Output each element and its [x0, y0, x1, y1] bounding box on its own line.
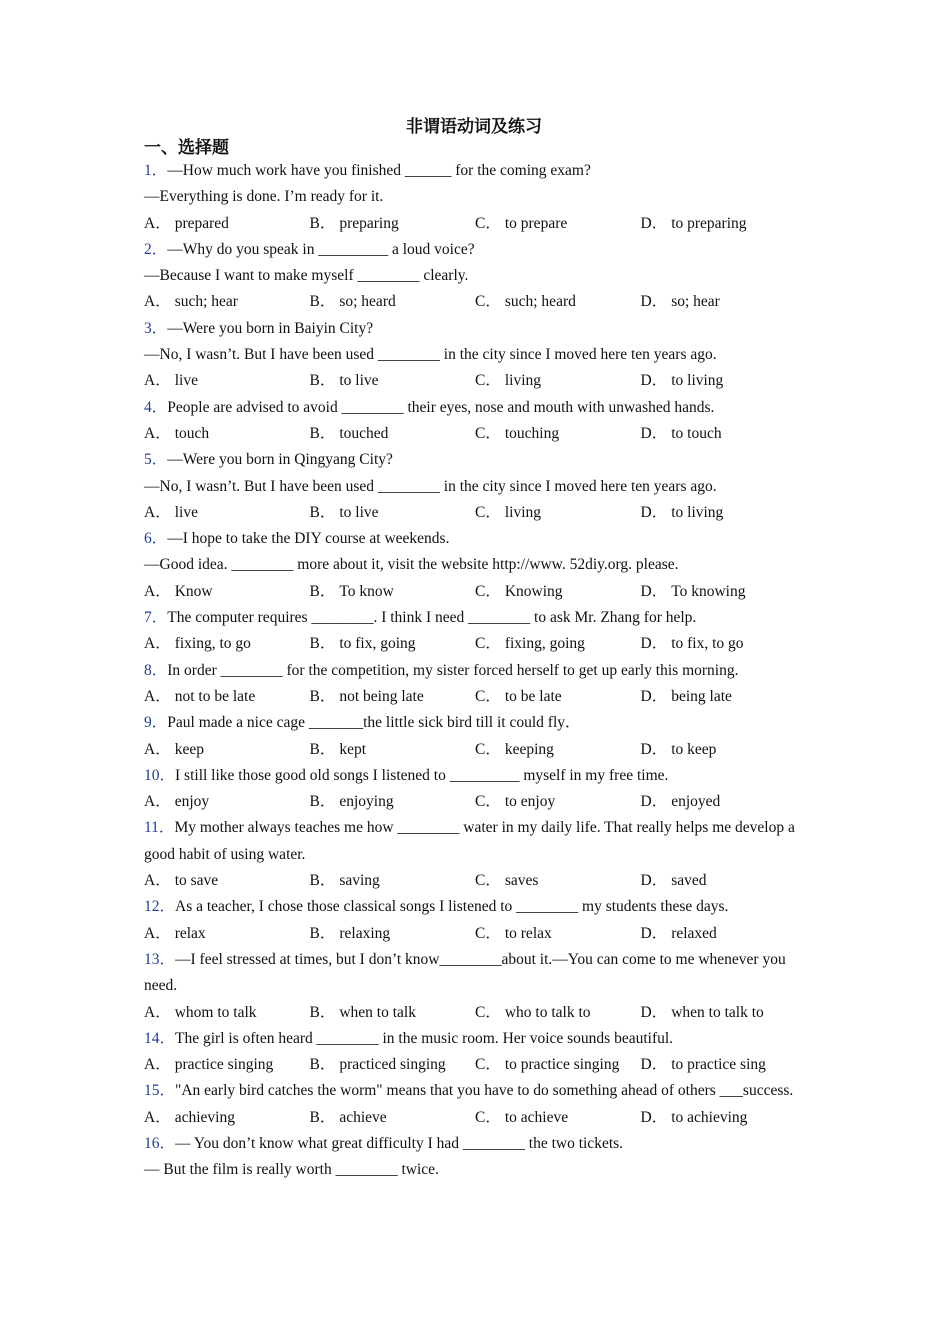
option-text: saves [504, 872, 539, 890]
answer-option[interactable] [144, 579, 310, 605]
option-letter: B． [309, 1003, 336, 1021]
question-text: —Because I want to make myself ________ clearly. [144, 267, 469, 285]
option-text: to touch [671, 424, 722, 442]
option-letter: A． [144, 1056, 171, 1074]
option-letter: C． [475, 1108, 501, 1126]
option-text: to enjoy [504, 793, 556, 811]
option-letter: B． [309, 1108, 336, 1126]
option-letter: B． [309, 924, 336, 942]
question-stem [144, 158, 804, 184]
option-text: Know [174, 582, 213, 600]
option-text: to living [671, 372, 724, 390]
option-letter: D． [640, 293, 668, 311]
answer-option[interactable] [144, 684, 310, 710]
answer-option[interactable] [475, 868, 641, 894]
option-letter: D． [640, 687, 668, 705]
answer-option[interactable] [475, 211, 641, 237]
document-title: 非谓语动词及练习 [406, 117, 542, 136]
option-letter: A． [144, 503, 171, 521]
option-letter: B． [309, 293, 336, 311]
answer-option[interactable] [144, 1000, 310, 1026]
option-letter: A． [144, 924, 171, 942]
option-letter: A． [144, 635, 171, 653]
question-stem [144, 1026, 804, 1052]
question-text: — You don’t know what great difficulty I had ________ the two tickets. [175, 1134, 624, 1152]
question-item [144, 658, 804, 711]
answer-option[interactable] [641, 1052, 807, 1078]
question-stem [144, 947, 804, 1000]
option-text: so; heard [339, 293, 396, 311]
question-number: 9． [144, 714, 168, 732]
option-text: not being late [339, 687, 424, 705]
answer-option[interactable] [310, 289, 476, 315]
answer-option[interactable] [144, 631, 310, 657]
answer-option[interactable] [641, 868, 807, 894]
question-item [144, 316, 804, 395]
question-stem [144, 763, 804, 789]
option-letter: B． [309, 740, 336, 758]
question-stem [144, 658, 804, 684]
option-letter: A． [144, 687, 171, 705]
answer-option[interactable] [144, 289, 310, 315]
answer-options [144, 921, 804, 947]
question-number: 2． [144, 240, 168, 258]
option-text: to be late [504, 687, 562, 705]
answer-option[interactable] [641, 631, 807, 657]
option-letter: B． [309, 503, 336, 521]
question-stem [144, 447, 804, 473]
question-line [144, 552, 804, 578]
option-letter: A． [144, 372, 171, 390]
option-text: to practice singing [504, 1056, 620, 1074]
answer-option[interactable] [475, 737, 641, 763]
question-text: —Good idea. ________ more about it, visit the website http://www. 52diy.org. please. [144, 556, 679, 574]
answer-option[interactable] [310, 684, 476, 710]
question-text: As a teacher, I chose those classical songs I listened to ________ my students these days. [175, 898, 729, 916]
answer-option[interactable] [641, 500, 807, 526]
option-text: to fix, going [339, 635, 416, 653]
option-text: whom to talk [174, 1003, 257, 1021]
option-text: to prepare [504, 214, 568, 232]
question-line [144, 263, 804, 289]
option-text: being late [671, 687, 732, 705]
option-text: keeping [504, 740, 554, 758]
option-text: relax [174, 924, 206, 942]
question-text: My mother always teaches me how ________ water in my daily life. That really helps me develop a good habit of using water. [144, 819, 795, 863]
question-number: 3． [144, 319, 168, 337]
answer-option[interactable] [475, 500, 641, 526]
option-text: enjoy [174, 793, 210, 811]
answer-option[interactable] [144, 868, 310, 894]
option-letter: D． [640, 503, 668, 521]
option-letter: D． [640, 793, 668, 811]
option-text: who to talk to [504, 1003, 591, 1021]
option-text: kept [339, 740, 367, 758]
answer-option[interactable] [310, 921, 476, 947]
option-letter: D． [640, 1003, 668, 1021]
question-item [144, 763, 804, 816]
option-text: to live [339, 503, 379, 521]
answer-option[interactable] [144, 1052, 310, 1078]
option-letter: C． [475, 214, 501, 232]
question-text: —No, I wasn’t. But I have been used ________ in the city since I moved here ten years ago. [144, 477, 717, 495]
question-stem [144, 1131, 804, 1157]
question-stem [144, 605, 804, 631]
question-number: 1． [144, 162, 168, 179]
question-item [144, 894, 804, 947]
option-text: To knowing [671, 582, 746, 600]
question-line [144, 1157, 804, 1183]
option-letter: C． [475, 793, 501, 811]
answer-options [144, 1105, 804, 1131]
answer-option[interactable] [144, 421, 310, 447]
answer-option[interactable] [310, 500, 476, 526]
answer-option[interactable] [475, 684, 641, 710]
option-text: practiced singing [339, 1056, 446, 1074]
option-text: to practice sing [671, 1056, 766, 1074]
question-text: The girl is often heard ________ in the music room. Her voice sounds beautiful. [175, 1029, 674, 1047]
answer-options [144, 1000, 804, 1026]
option-letter: C． [475, 372, 501, 390]
answer-option[interactable] [475, 1052, 641, 1078]
option-letter: C． [475, 582, 501, 600]
answer-option[interactable] [310, 1052, 476, 1078]
question-stem [144, 1078, 804, 1104]
question-item [144, 237, 804, 316]
answer-options [144, 684, 804, 710]
answer-option[interactable] [641, 789, 807, 815]
question-text: —No, I wasn’t. But I have been used ________ in the city since I moved here ten years ago. [144, 346, 717, 364]
option-letter: B． [309, 687, 336, 705]
option-letter: C． [475, 293, 501, 311]
option-letter: C． [475, 503, 501, 521]
option-text: to fix, to go [671, 635, 744, 653]
option-text: when to talk [339, 1003, 416, 1021]
option-letter: A． [144, 582, 171, 600]
option-letter: D． [640, 1108, 668, 1126]
option-letter: C． [475, 424, 501, 442]
answer-option[interactable] [475, 579, 641, 605]
answer-option[interactable] [475, 789, 641, 815]
question-text: The computer requires ________. I think I need ________ to ask Mr. Zhang for help. [167, 609, 697, 627]
option-text: touch [174, 424, 210, 442]
option-letter: D． [640, 924, 668, 942]
option-letter: B． [309, 635, 336, 653]
answer-option[interactable] [310, 631, 476, 657]
answer-options [144, 789, 804, 815]
option-text: not to be late [174, 687, 256, 705]
question-text: —I hope to take the DIY course at weekends. [167, 530, 450, 548]
question-line [144, 474, 804, 500]
question-text: —Everything is done. I’m ready for it. [144, 188, 384, 206]
question-text: —I feel stressed at times, but I don’t know________about it.—You can come to me whenever you need. [144, 950, 786, 995]
option-letter: D． [640, 214, 668, 232]
option-text: to preparing [671, 214, 747, 232]
question-number: 11． [144, 819, 175, 837]
option-text: to live [339, 372, 379, 390]
answer-options [144, 868, 804, 894]
answer-option[interactable] [641, 368, 807, 394]
question-line [144, 342, 804, 368]
question-line [144, 184, 804, 210]
answer-option[interactable] [310, 421, 476, 447]
question-text: —Were you born in Qingyang City? [167, 451, 393, 469]
answer-option[interactable] [641, 211, 807, 237]
question-item [144, 605, 804, 658]
answer-option[interactable] [641, 684, 807, 710]
answer-option[interactable] [310, 579, 476, 605]
option-letter: B． [309, 1056, 336, 1074]
option-letter: B． [309, 582, 336, 600]
option-letter: B． [309, 793, 336, 811]
answer-option[interactable] [144, 368, 310, 394]
answer-option[interactable] [641, 579, 807, 605]
answer-option[interactable] [310, 368, 476, 394]
option-text: keep [174, 740, 204, 758]
option-text: achieve [339, 1108, 387, 1126]
option-letter: D． [640, 582, 668, 600]
option-text: such; hear [174, 293, 238, 311]
question-number: 6． [144, 530, 168, 548]
question-item [144, 815, 804, 894]
question-text: People are advised to avoid ________ their eyes, nose and mouth with unwashed hands. [167, 398, 715, 416]
answer-option[interactable] [475, 1000, 641, 1026]
question-stem [144, 316, 804, 342]
question-item [144, 710, 804, 763]
answer-option[interactable] [144, 737, 310, 763]
option-text: fixing, going [504, 635, 585, 653]
option-letter: D． [640, 424, 668, 442]
answer-option[interactable] [144, 921, 310, 947]
option-text: touched [339, 424, 389, 442]
question-number: 7． [144, 609, 168, 627]
answer-option[interactable] [310, 1105, 476, 1131]
option-text: achieving [174, 1108, 235, 1126]
option-letter: A． [144, 293, 171, 311]
option-text: to living [671, 503, 724, 521]
option-letter: B． [309, 214, 336, 232]
option-text: to keep [671, 740, 717, 758]
question-number: 4． [144, 398, 168, 416]
question-text: —How much work have you finished ______ for the coming exam? [167, 162, 591, 179]
option-letter: C． [475, 687, 501, 705]
answer-option[interactable] [475, 368, 641, 394]
option-text: such; heard [504, 293, 576, 311]
question-text: —Were you born in Baiyin City? [167, 319, 374, 337]
question-stem [144, 710, 804, 736]
option-text: relaxed [671, 924, 717, 942]
answer-option[interactable] [310, 789, 476, 815]
question-number: 14． [144, 1029, 176, 1047]
answer-option[interactable] [475, 921, 641, 947]
option-text: enjoyed [671, 793, 721, 811]
question-number: 12． [144, 898, 176, 916]
option-text: enjoying [339, 793, 394, 811]
answer-options [144, 289, 804, 315]
option-letter: D． [640, 372, 668, 390]
question-item [144, 158, 804, 237]
option-letter: A． [144, 214, 171, 232]
answer-options [144, 368, 804, 394]
question-item [144, 1026, 804, 1079]
question-number: 13． [144, 950, 176, 968]
option-text: practice singing [174, 1056, 274, 1074]
answer-option[interactable] [144, 211, 310, 237]
question-number: 15． [144, 1082, 176, 1100]
question-item [144, 526, 804, 605]
answer-options [144, 211, 804, 237]
option-letter: A． [144, 1003, 171, 1021]
question-text: I still like those good old songs I listened to _________ myself in my free time. [175, 766, 669, 784]
question-stem [144, 894, 804, 920]
document-page [144, 116, 804, 1184]
question-text: Paul made a nice cage _______the little sick bird till it could fly． [167, 714, 581, 732]
option-letter: B． [309, 372, 336, 390]
option-text: fixing, to go [174, 635, 251, 653]
option-text: saving [339, 872, 380, 890]
option-letter: A． [144, 1108, 171, 1126]
option-text: live [174, 503, 198, 521]
answer-option[interactable] [641, 1105, 807, 1131]
option-letter: C． [475, 872, 501, 890]
option-text: to relax [504, 924, 552, 942]
question-number: 10． [144, 766, 176, 784]
option-letter: A． [144, 424, 171, 442]
answer-option[interactable] [144, 500, 310, 526]
option-letter: C． [475, 1003, 501, 1021]
option-letter: A． [144, 872, 171, 890]
option-letter: C． [475, 740, 501, 758]
option-letter: C． [475, 924, 501, 942]
answer-option[interactable] [641, 421, 807, 447]
option-text: so; hear [671, 293, 720, 311]
option-text: to save [174, 872, 219, 890]
question-list [144, 158, 804, 1184]
option-letter: D． [640, 740, 668, 758]
answer-options [144, 500, 804, 526]
answer-option[interactable] [641, 289, 807, 315]
answer-option[interactable] [641, 737, 807, 763]
answer-option[interactable] [475, 631, 641, 657]
option-text: saved [671, 872, 707, 890]
question-stem [144, 237, 804, 263]
answer-option[interactable] [641, 1000, 807, 1026]
option-letter: B． [309, 424, 336, 442]
question-item [144, 395, 804, 448]
option-letter: A． [144, 740, 171, 758]
answer-option[interactable] [641, 921, 807, 947]
answer-options [144, 1052, 804, 1078]
option-text: live [174, 372, 198, 390]
option-letter: D． [640, 635, 668, 653]
question-stem [144, 815, 804, 868]
answer-option[interactable] [475, 1105, 641, 1131]
question-text: —Why do you speak in _________ a loud voice? [167, 240, 475, 258]
option-text: to achieve [504, 1108, 569, 1126]
option-text: living [504, 503, 542, 521]
option-letter: D． [640, 1056, 668, 1074]
question-item [144, 447, 804, 526]
answer-option[interactable] [144, 1105, 310, 1131]
question-text: — But the film is really worth ________ twice. [144, 1161, 439, 1179]
question-text: "An early bird catches the worm" means that you have to do something ahead of others ___success. [175, 1082, 794, 1100]
option-letter: C． [475, 635, 501, 653]
option-text: preparing [339, 214, 399, 232]
option-text: touching [504, 424, 560, 442]
question-stem [144, 526, 804, 552]
question-item [144, 1131, 804, 1184]
option-text: To know [339, 582, 394, 600]
option-text: relaxing [339, 924, 391, 942]
answer-option[interactable] [310, 211, 476, 237]
question-stem [144, 395, 804, 421]
answer-option[interactable] [310, 1000, 476, 1026]
question-number: 5． [144, 451, 168, 469]
option-letter: B． [309, 872, 336, 890]
answer-option[interactable] [310, 868, 476, 894]
answer-option[interactable] [144, 789, 310, 815]
answer-options [144, 737, 804, 763]
question-number: 8． [144, 661, 168, 679]
option-text: when to talk to [671, 1003, 764, 1021]
answer-option[interactable] [310, 737, 476, 763]
question-text: In order ________ for the competition, my sister forced herself to get up early this morning. [167, 661, 739, 679]
answer-options [144, 421, 804, 447]
question-number: 16． [144, 1134, 176, 1152]
section-heading: 一、选择题 [144, 138, 229, 157]
option-text: Knowing [504, 582, 563, 600]
answer-options [144, 579, 804, 605]
answer-option[interactable] [475, 289, 641, 315]
option-letter: A． [144, 793, 171, 811]
answer-options [144, 631, 804, 657]
option-text: prepared [174, 214, 229, 232]
question-item [144, 947, 804, 1026]
option-letter: C． [475, 1056, 501, 1074]
option-letter: D． [640, 872, 668, 890]
answer-option[interactable] [475, 421, 641, 447]
option-text: to achieving [671, 1108, 748, 1126]
option-text: living [504, 372, 542, 390]
question-item [144, 1078, 804, 1131]
